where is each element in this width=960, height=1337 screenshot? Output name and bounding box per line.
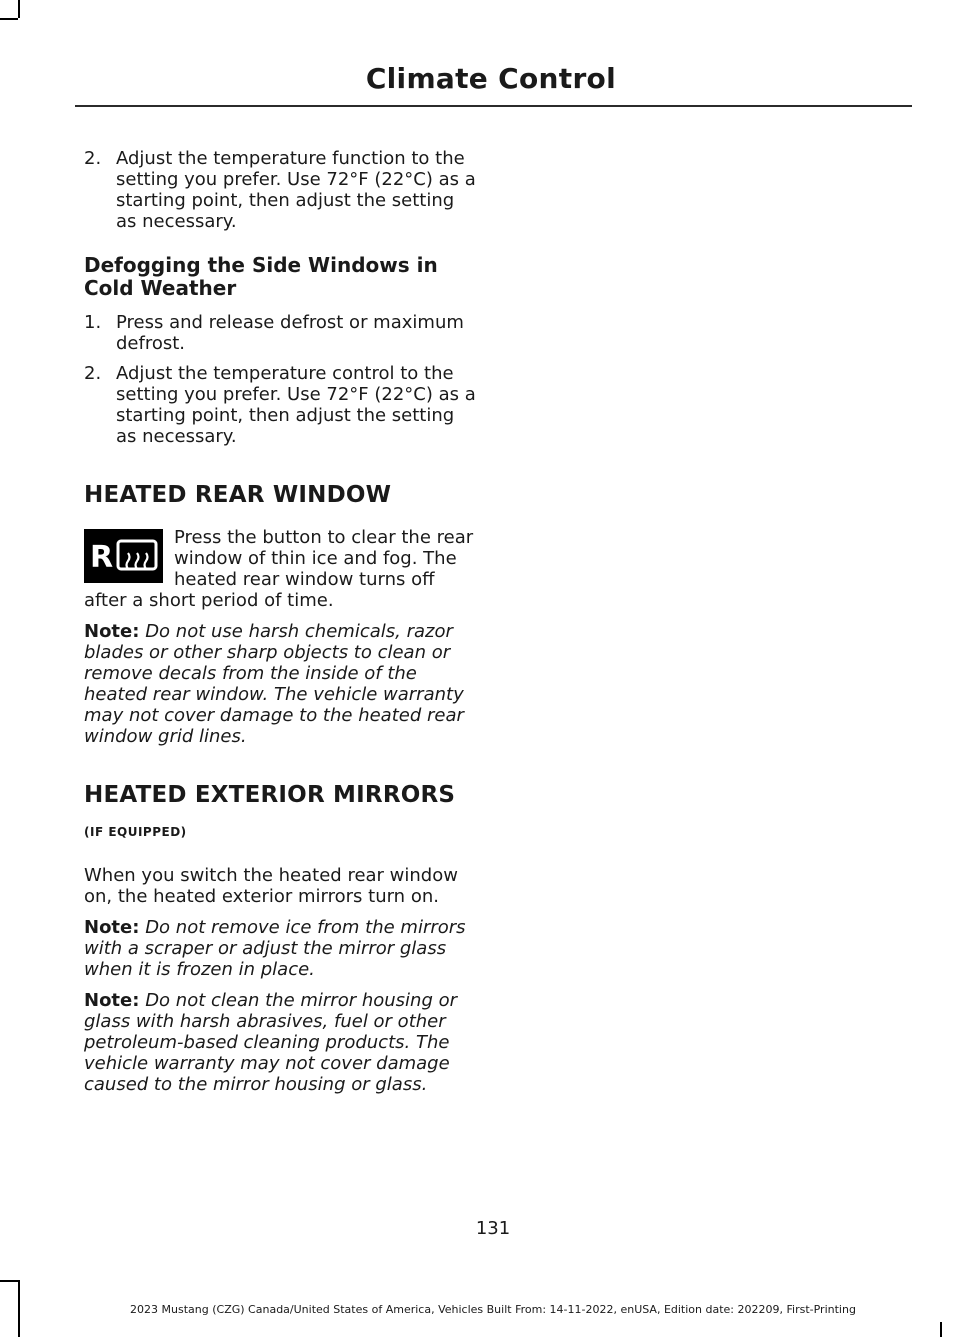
note <box>84 990 476 1095</box>
list-item <box>84 312 476 354</box>
rear-defrost-icon-graphic <box>84 529 163 583</box>
note <box>84 917 476 980</box>
note-text: Do not use harsh chemicals, razor blades or other sharp objects to clean or remove decals from the inside of the heated rear window. The vehicle warranty may not cover damage to the heated rear window grid lines. <box>84 621 464 747</box>
crop-mark <box>0 1280 18 1282</box>
list-item <box>84 363 476 447</box>
note-text: Do not remove ice from the mirrors with a scraper or adjust the mirror glass when it is frozen in place. <box>84 917 466 980</box>
mirrors-body: When you switch the heated rear window on, the heated exterior mirrors turn on. <box>84 865 458 907</box>
rear-window-description <box>84 527 476 611</box>
rear-defrost-letter: R <box>90 540 114 575</box>
page-footer: 2023 Mustang (CZG) Canada/United States of America, Vehicles Built From: 14-11-2022, enUSA, Edition date: 202209, First-Printing <box>130 1303 856 1316</box>
list-item-text: Press and release defrost or maximum defrost. <box>116 312 464 354</box>
section-heading: HEATED REAR WINDOW <box>84 482 392 508</box>
rear-defrost-icon <box>84 529 163 583</box>
section-heading: HEATED EXTERIOR MIRRORS <box>84 782 456 808</box>
note-label: Note: <box>84 621 140 642</box>
section-subheading: (IF EQUIPPED) <box>84 825 187 839</box>
list-item-number: 2. <box>84 363 102 384</box>
list-item-number: 1. <box>84 312 102 333</box>
list-item <box>84 148 476 232</box>
page-title: Climate Control <box>365 62 616 95</box>
note-label: Note: <box>84 990 140 1011</box>
main-column <box>84 148 476 1105</box>
page-number: 131 <box>475 1218 511 1239</box>
header-divider <box>75 105 912 107</box>
list-item-text: Adjust the temperature control to the setting you prefer. Use 72°F (22°C) as a starting point, then adjust the setting as necessary. <box>116 363 476 447</box>
list-item-text: Adjust the temperature function to the setting you prefer. Use 72°F (22°C) as a starting point, then adjust the setting as necessary. <box>116 148 476 232</box>
section-heading: Defogging the Side Windows in Cold Weather <box>84 253 438 300</box>
crop-mark <box>0 18 18 20</box>
crop-mark <box>18 0 20 18</box>
list-item-number: 2. <box>84 148 102 169</box>
note <box>84 621 476 747</box>
rear-window-body: Press the button to clear the rear window of thin ice and fog. The heated rear window turns off after a short period of time. <box>84 527 474 611</box>
note-label: Note: <box>84 917 140 938</box>
note-text: Do not clean the mirror housing or glass with harsh abrasives, fuel or other petroleum-based cleaning products. The vehicle warranty may not cover damage caused to the mirror housing or glass. <box>84 990 458 1095</box>
crop-mark <box>940 1322 942 1337</box>
